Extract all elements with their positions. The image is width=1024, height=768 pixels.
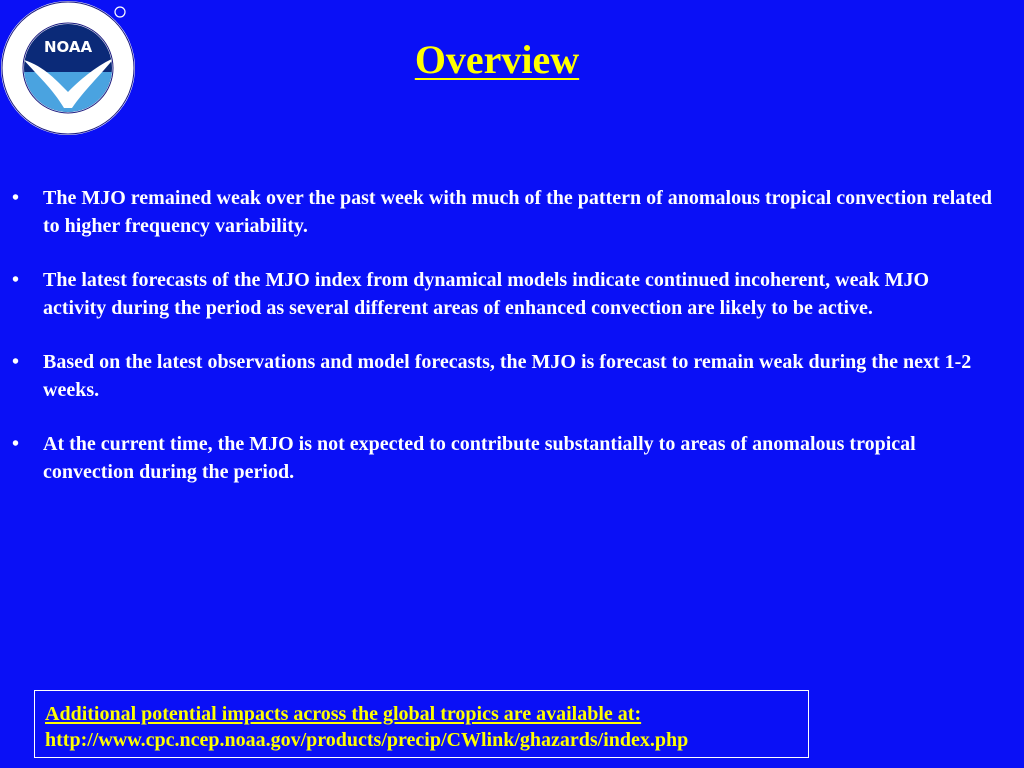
bullet-list [12,184,992,512]
bullet-icon: • [12,433,20,455]
logo-wordmark-text: NOAA [43,38,93,56]
list-item [12,348,992,404]
bullet-text: The latest forecasts of the MJO index from dynamical models indicate continued incoherent, weak MJO activity during the period as several different areas of enhanced convection are likely to be active. [43,269,930,319]
bullet-icon: • [12,351,20,373]
list-item [12,430,992,486]
footer-links-box [34,690,809,758]
bullet-icon: • [12,269,20,291]
bullet-text: At the current time, the MJO is not expected to contribute substantially to areas of anomalous tropical convection during the period. [43,433,916,483]
page-title: Overview [414,37,580,82]
bullet-text: The MJO remained weak over the past week with much of the pattern of anomalous tropical convection related to higher frequency variability. [43,187,992,237]
footer-url-link[interactable]: http://www.cpc.ncep.noaa.gov/products/precip/CWlink/ghazards/index.php [45,729,689,751]
bullet-icon: • [12,187,20,209]
footer-note-link[interactable]: Additional potential impacts across the global tropics are available at: [45,703,642,725]
list-item [12,266,992,322]
list-item [12,184,992,240]
bullet-text: Based on the latest observations and model forecasts, the MJO is forecast to remain weak during the next 1-2 weeks. [43,351,972,401]
